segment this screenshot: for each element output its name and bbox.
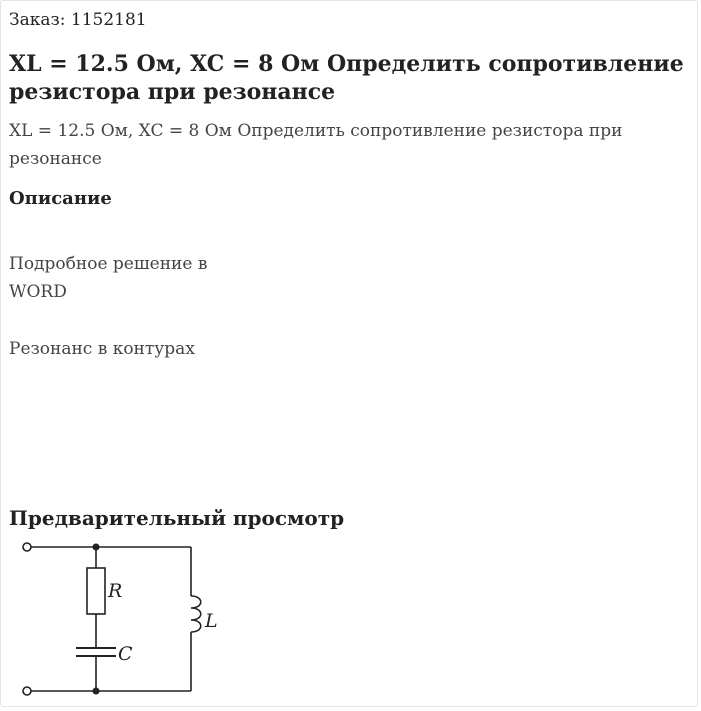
task-text: XL = 12.5 Ом, XC = 8 Ом Определить сопротивление резистора при резонансе [9,121,623,169]
preview-heading: Предварительный просмотр [9,506,345,530]
resistor-label: R [108,580,123,602]
inductor-label: L [205,610,218,632]
order-number: Заказ: 1152181 [9,10,147,30]
resistor-symbol [87,568,105,614]
description-line-2: WORD [9,282,67,302]
circuit-diagram [18,536,238,701]
description-line-1: Подробное решение в [9,254,208,274]
capacitor-label: C [118,643,133,665]
inductor-symbol [191,596,201,632]
terminal-top [23,543,31,551]
description-line-3: Резонанс в контурах [9,339,195,359]
terminal-bottom [23,687,31,695]
description-heading: Описание [9,188,112,209]
page-title: XL = 12.5 Ом, XC = 8 Ом Определить сопротивление резистора при резонансе [9,51,684,105]
